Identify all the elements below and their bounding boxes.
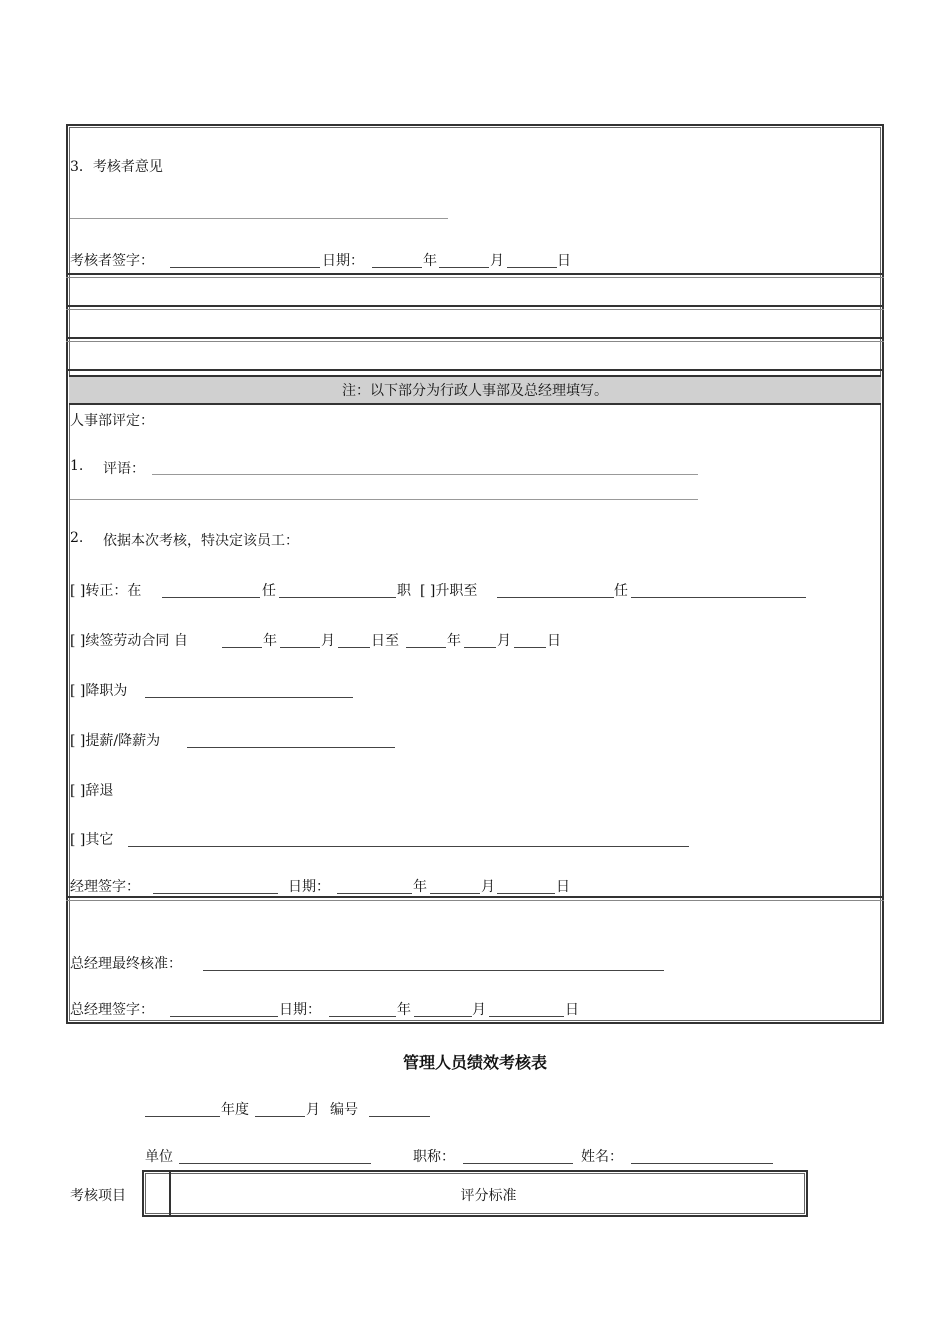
form2-unit-label: 单位 [145, 1149, 173, 1165]
option-other[interactable]: [ ]其它 [70, 832, 114, 848]
manager-month-label: 月 [481, 879, 495, 895]
renew-day-to-label: 日至 [371, 633, 399, 649]
opinion-line[interactable] [70, 218, 448, 219]
gm-signature-field[interactable] [170, 1016, 278, 1017]
opinion-signature-field[interactable] [170, 267, 320, 268]
comment-label: 评语： [103, 461, 145, 477]
opinion-date-label: 日期： [322, 253, 364, 269]
form2-title: 管理人员绩效考核表 [402, 1053, 547, 1072]
gm-approval-label: 总经理最终核准： [70, 956, 182, 972]
manager-date-label: 日期： [288, 879, 330, 895]
manager-year-field[interactable] [337, 893, 412, 894]
gm-year-field[interactable] [329, 1016, 396, 1017]
comment-field[interactable] [152, 474, 698, 475]
promote-dept-field[interactable] [497, 597, 614, 598]
form2-year-field[interactable] [145, 1116, 220, 1117]
regular-dept-field[interactable] [162, 597, 260, 598]
opinion-year-label: 年 [423, 253, 437, 269]
renew-month1-field[interactable] [280, 647, 320, 648]
other-field[interactable] [128, 846, 689, 847]
opinion-month-label: 月 [490, 253, 504, 269]
gm-month-field[interactable] [414, 1016, 472, 1017]
row-divider [66, 369, 884, 371]
renew-day2-field[interactable] [514, 647, 546, 648]
salary-field[interactable] [187, 747, 395, 748]
comment-field-line2[interactable] [70, 499, 698, 500]
row-divider [66, 900, 884, 901]
manager-month-field[interactable] [430, 893, 480, 894]
option-salary[interactable]: [ ]提薪/降薪为 [70, 733, 161, 749]
col-item-header: 考核项目 [70, 1188, 126, 1204]
row-divider [66, 273, 884, 275]
form2-month-field[interactable] [255, 1116, 305, 1117]
opinion-signature-label: 考核者签字： [70, 253, 154, 269]
form2-position-field[interactable] [463, 1163, 573, 1164]
hr-heading: 人事部评定： [70, 413, 154, 429]
manager-sign-field[interactable] [153, 893, 278, 894]
option-demote[interactable]: [ ]降职为 [70, 683, 128, 699]
row-divider [66, 341, 884, 342]
option-renew[interactable]: [ ]续签劳动合同 自 [70, 633, 188, 649]
regular-zhi-label: 职 [397, 583, 411, 599]
demote-field[interactable] [145, 697, 353, 698]
form2-month-label: 月 [306, 1102, 320, 1118]
opinion-day-field[interactable] [507, 267, 557, 268]
form2-number-field[interactable] [369, 1116, 430, 1117]
form2-number-label: 编号 [330, 1102, 358, 1118]
renew-year1-field[interactable] [222, 647, 262, 648]
form2-year-label: 年度 [221, 1102, 249, 1118]
gm-date-label: 日期： [279, 1002, 321, 1018]
form2-name-field[interactable] [631, 1163, 773, 1164]
regular-position-field[interactable] [279, 597, 396, 598]
manager-day-field[interactable] [497, 893, 555, 894]
row-divider [66, 337, 884, 339]
promote-position-field[interactable] [631, 597, 806, 598]
opinion-day-label: 日 [557, 253, 571, 269]
col-criteria-header: 评分标准 [460, 1188, 517, 1204]
decision-number: 2. [70, 530, 84, 546]
row-divider [66, 309, 884, 310]
comment-number: 1. [70, 458, 84, 474]
regular-ren-label: 任 [262, 583, 276, 599]
renew-day1-field[interactable] [338, 647, 370, 648]
manager-day-label: 日 [556, 879, 570, 895]
gm-approval-field[interactable] [203, 970, 664, 971]
form2-name-label: 姓名： [581, 1149, 623, 1165]
renew-day2-label: 日 [547, 633, 561, 649]
note-text: 注：以下部分为行政人事部及总经理填写。 [342, 383, 608, 399]
gm-day-field[interactable] [489, 1016, 564, 1017]
renew-month2-label: 月 [497, 633, 511, 649]
decision-label: 依据本次考核，特决定该员工： [103, 533, 299, 549]
option-promote[interactable]: [ ]升职至 [420, 583, 478, 599]
renew-month1-label: 月 [321, 633, 335, 649]
form2-position-label: 职称： [413, 1149, 455, 1165]
opinion-year-field[interactable] [372, 267, 422, 268]
opinion-month-field[interactable] [439, 267, 489, 268]
opinion-heading: 3．考核者意见 [70, 159, 163, 175]
renew-year1-label: 年 [263, 633, 277, 649]
manager-sign-label: 经理签字： [70, 879, 140, 895]
promote-ren-label: 任 [614, 583, 628, 599]
gm-year-label: 年 [397, 1002, 411, 1018]
gm-day-label: 日 [565, 1002, 579, 1018]
renew-year2-field[interactable] [406, 647, 446, 648]
gm-signature-label: 总经理签字： [70, 1002, 154, 1018]
renew-year2-label: 年 [447, 633, 461, 649]
row-divider [66, 305, 884, 307]
renew-month2-field[interactable] [464, 647, 496, 648]
form2-unit-field[interactable] [179, 1163, 371, 1164]
evaluation-table-inner [69, 127, 881, 1021]
row-divider [66, 896, 884, 898]
option-regular[interactable]: [ ]转正：在 [70, 583, 142, 599]
manager-year-label: 年 [413, 879, 427, 895]
gm-month-label: 月 [472, 1002, 486, 1018]
option-dismiss[interactable]: [ ]辞退 [70, 783, 114, 799]
row-divider [66, 277, 884, 278]
